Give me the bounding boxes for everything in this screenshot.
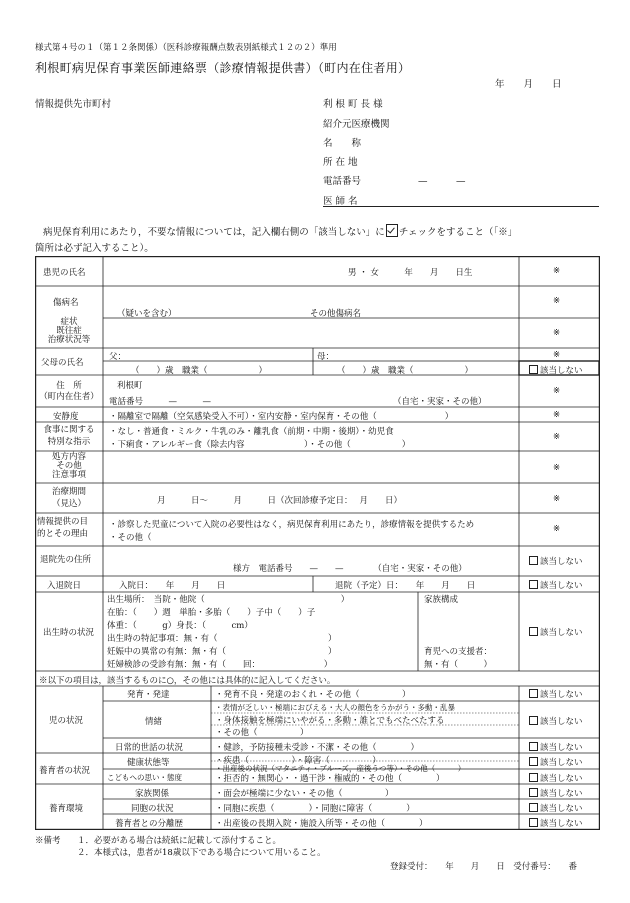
doctor-label: 医 師 名: [323, 196, 358, 207]
na-checkbox-development[interactable]: 該当しない: [529, 688, 583, 700]
required-mark-parent: ※: [553, 350, 561, 360]
discharge-date: 退院（予定）日： 年 月 日: [335, 581, 476, 591]
na-checkbox-feeling[interactable]: 該当しない: [529, 772, 583, 784]
prescription-label: 処方内容 その他 注意事項: [51, 452, 86, 480]
meal-value-2: ・下痢食・アレルギー食（除去内容 ）・その他（ ）: [109, 440, 411, 450]
checkbox-icon: [529, 773, 538, 782]
emotion-value-3: ・その他（ ）: [215, 728, 309, 738]
checkbox-icon: [529, 716, 538, 725]
form-title: 利根町病児保育事業医師連絡票（診療情報提供書）（町内在住者用）: [35, 61, 411, 75]
na-checkbox-sibling[interactable]: 該当しない: [529, 802, 583, 814]
emotion-value-2: ・身体接触を極端にいやがる・多動・誰とでもべたべたする: [215, 716, 445, 726]
parent-name-label: 父母の氏名: [41, 358, 84, 368]
rest-label: 安静度: [53, 412, 79, 422]
checkbox-icon: [529, 788, 538, 797]
required-mark-rest: ※: [553, 410, 561, 420]
required-mark-meal: ※: [553, 432, 561, 442]
na-checkbox-family[interactable]: 該当しない: [529, 787, 583, 799]
meal-value-1: ・なし・普通食・ミルク・牛乳のみ・離乳食（前期・中期・後期）・幼児食: [109, 427, 394, 437]
feeling-value: ・拒否的・無関心・・過干渉・権威的・その他（ ）: [215, 774, 445, 784]
daily-care-value: ・健診，予防接種未受診・不潔・その他（ ）: [215, 743, 420, 753]
checkbox-icon: [529, 627, 538, 636]
rest-value: ・隔離室で隔離（空気感染受入不可）・室内安静・室内保育・その他（ ）: [109, 412, 454, 422]
environment-label: 養育環境: [49, 804, 84, 814]
provider-label: 情報提供先市町村: [35, 99, 112, 110]
address-label: 所 在 地: [323, 157, 358, 168]
purpose-label: 情報提供の目 的とその理由: [37, 517, 89, 539]
support-value: 無・有（ ）: [424, 660, 493, 670]
required-mark-disease: ※: [553, 296, 561, 306]
na-checkbox-admission[interactable]: 該当しない: [529, 579, 583, 591]
checkbox-icon: [529, 757, 538, 766]
phone-label: 電話番号: [323, 176, 362, 187]
separation-value: ・出産後の長期入院・施設入所等・その他（ ）: [215, 819, 428, 829]
checkbox-icon: [529, 365, 538, 374]
checkbox-icon: [529, 818, 538, 827]
na-checkbox-health[interactable]: 該当しない: [529, 756, 583, 768]
father-label: 父：: [109, 352, 127, 362]
birth-place: 出生場所： 当院・他院（ ）: [107, 595, 350, 605]
na-checkbox-daily[interactable]: 該当しない: [529, 741, 583, 753]
checkbox-icon: [529, 742, 538, 751]
discharge-label: 退院先の住所: [40, 555, 92, 565]
address-phone: 電話番号 — —: [109, 397, 212, 407]
doctor-underline: [323, 206, 599, 207]
purpose-value-1: ・診察した児童について入院の必要性はなく，病児保育利用にあたり，診療情報を提供するため: [109, 520, 475, 530]
sibling-value: ・同胞に疾患（ ）・同胞に障害（ ）: [215, 804, 415, 814]
sibling-label: 同胞の状況: [131, 804, 174, 814]
admission-label: 入退院日: [47, 581, 82, 591]
na-checkbox-parent[interactable]: 該当しない: [529, 364, 583, 376]
separation-label: 養育者との分離歴: [115, 819, 184, 829]
note-1: １．必要がある場合は続紙に記載して添付すること。: [77, 836, 282, 846]
purpose-value-2: ・その他（: [109, 533, 152, 543]
birth-label: 出生時の状況: [43, 628, 95, 638]
checkbox-sample-icon: [386, 224, 398, 237]
info-form: [35, 256, 600, 830]
checkbox-icon: [529, 803, 538, 812]
child-name-label: 患児の氏名: [43, 268, 86, 278]
institution-label: 紹介元医療機関: [323, 119, 390, 130]
instruction-line1: 病児保育利用にあたり，不要な情報については，記入欄右側の「該当しない」に チェックをすること（「※」: [43, 224, 517, 238]
child-state-label: 児の状況: [49, 716, 84, 726]
required-mark-period: ※: [553, 494, 561, 504]
na-checkbox-emotion[interactable]: 該当しない: [529, 715, 583, 727]
prenatal-checkup: 妊婦検診の受診有無：無・有（ 回： ）: [107, 660, 333, 670]
mother-label: 母：: [317, 352, 335, 362]
checkbox-icon: [529, 556, 538, 565]
discharge-value: 様方 電話番号 — — （自宅・実家・その他）: [233, 564, 467, 574]
admission-date: 入院日： 年 月 日: [119, 581, 226, 591]
gestation: 在胎：（ ）週 単胎・多胎（ ）子中（ ）子: [107, 608, 316, 618]
period-label: 治療期間 （見込）: [51, 487, 86, 509]
na-checkbox-discharge[interactable]: 該当しない: [529, 555, 583, 567]
note-2: ２．本様式は，患者が18歳以下である場合について用いること。: [77, 848, 326, 858]
required-mark-child: ※: [553, 266, 561, 276]
emotion-label: 情緒: [145, 717, 163, 727]
family-relation-label: 家族関係: [135, 789, 170, 799]
checkbox-icon: [529, 580, 538, 589]
period-value: 月 日〜 月 日（次回診療予定日： 月 日）: [157, 496, 402, 506]
guardian-label: 養育者の状況: [39, 766, 91, 776]
feeling-label: こどもへの思い・態度: [107, 773, 182, 782]
emotion-value-1: ・表情が乏しい・極端におびえる・大人の顔色をうかがう・多動・乱暴: [215, 703, 455, 712]
health-value-2: ・出産後の状況（マタニティ・ブルーズ，産後うつ等）・その他（ ）: [215, 764, 466, 773]
na-checkbox-birth[interactable]: 該当しない: [529, 626, 583, 638]
registration-receipt: 登録受付： 年 月 日 受付番号： 番: [390, 862, 578, 872]
weight-height: 体重：（ g）身長：（ cm）: [107, 621, 253, 631]
mother-age-job: （ ）歳 職業（ ）: [337, 366, 474, 376]
lower-note: ※以下の項目は，該当するものに○，その他には具体的に記入してください。: [39, 676, 336, 686]
issue-date: 年 月 日: [495, 79, 562, 90]
disease-label: 傷病名: [53, 298, 79, 308]
disease-suspected: （疑いを含む）: [117, 309, 177, 319]
checkbox-icon: [529, 689, 538, 698]
support-label: 育児への支援者：: [424, 647, 493, 657]
meal-label: 食事に関する 特別な指示: [43, 425, 95, 447]
health-label: 健康状態等: [127, 758, 170, 768]
development-label: 発育・発達: [127, 690, 170, 700]
pregnancy-abnormal: 妊娠中の異常の有無：無・有（ ）: [107, 647, 337, 657]
birth-notes: 出生時の特記事項：無・有（ ）: [107, 634, 337, 644]
na-checkbox-separation[interactable]: 該当しない: [529, 817, 583, 829]
required-mark-address: ※: [553, 386, 561, 396]
instruction-line2: 箇所は必ず記入すること）。: [35, 243, 154, 254]
father-age-job: （ ）歳 職業（ ）: [131, 366, 268, 376]
child-name-value: 男 ・ 女 年 月 日生: [348, 268, 473, 278]
form-id: 様式第４号の１（第１２条関係）（医科診療報酬点数表別紙様式１２の２）準用: [35, 43, 337, 53]
development-value: ・発育不良・発達のおくれ・その他（ ）: [215, 690, 411, 700]
symptom-label: 症状 既往症 治療状況等: [47, 317, 91, 345]
family-relation-value: ・面会が極端に少ない・その他（ ）: [215, 789, 394, 799]
address-type: （自宅・実家・その他）: [393, 397, 487, 407]
address-label-cell: 住 所 （町内在住者）: [39, 381, 99, 402]
address-town: 利根町: [117, 381, 143, 391]
required-mark-purpose: ※: [553, 524, 561, 534]
required-mark-symptom: ※: [553, 328, 561, 338]
required-mark-rx: ※: [553, 463, 561, 473]
disease-other: その他傷病名: [310, 309, 362, 319]
daily-care-label: 日常的世話の状況: [115, 743, 184, 753]
note-label: ※備考: [35, 836, 61, 846]
family-structure: 家族構成: [424, 595, 459, 605]
addressee: 利 根 町 長 様: [323, 99, 383, 110]
health-value-1: ・疾患（ ）・障害（ ）: [215, 756, 381, 766]
name-label: 名 称: [323, 138, 362, 149]
phone-dash: — —: [418, 176, 466, 187]
